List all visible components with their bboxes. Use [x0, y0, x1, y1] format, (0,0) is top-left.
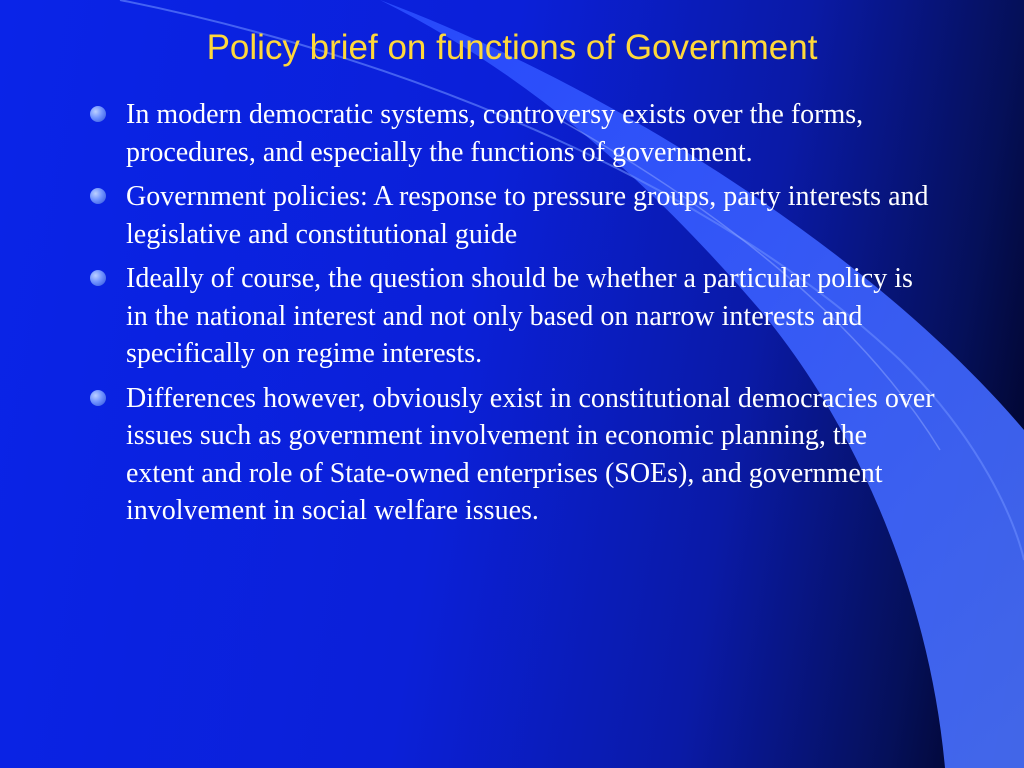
bullet-text: In modern democratic systems, controversy exists over the forms, procedures, and especially the functions of government.	[126, 99, 864, 168]
bullet-item	[90, 260, 935, 373]
bullet-dot-icon	[90, 270, 106, 286]
bullet-dot-icon	[90, 390, 106, 406]
bullet-text: Government policies: A response to pressure groups, party interests and legislative and constitutional guide	[126, 181, 929, 250]
slide-title: Policy brief on functions of Government	[206, 28, 818, 67]
bullet-text: Ideally of course, the question should be whether a particular policy is in the national interest and not only based on narrow interests and specifically on regime interests.	[126, 263, 913, 369]
bullet-item	[90, 178, 935, 253]
bullet-dot-icon	[90, 188, 106, 204]
bullet-list	[90, 96, 935, 537]
bullet-dot-icon	[90, 106, 106, 122]
bullet-item	[90, 380, 935, 530]
bullet-item	[90, 96, 935, 171]
bullet-text: Differences however, obviously exist in constitutional democracies over issues such as government involvement in economic planning, the extent and role of State-owned enterprises (SOEs), and government involvement in social welfare issues.	[126, 382, 935, 526]
